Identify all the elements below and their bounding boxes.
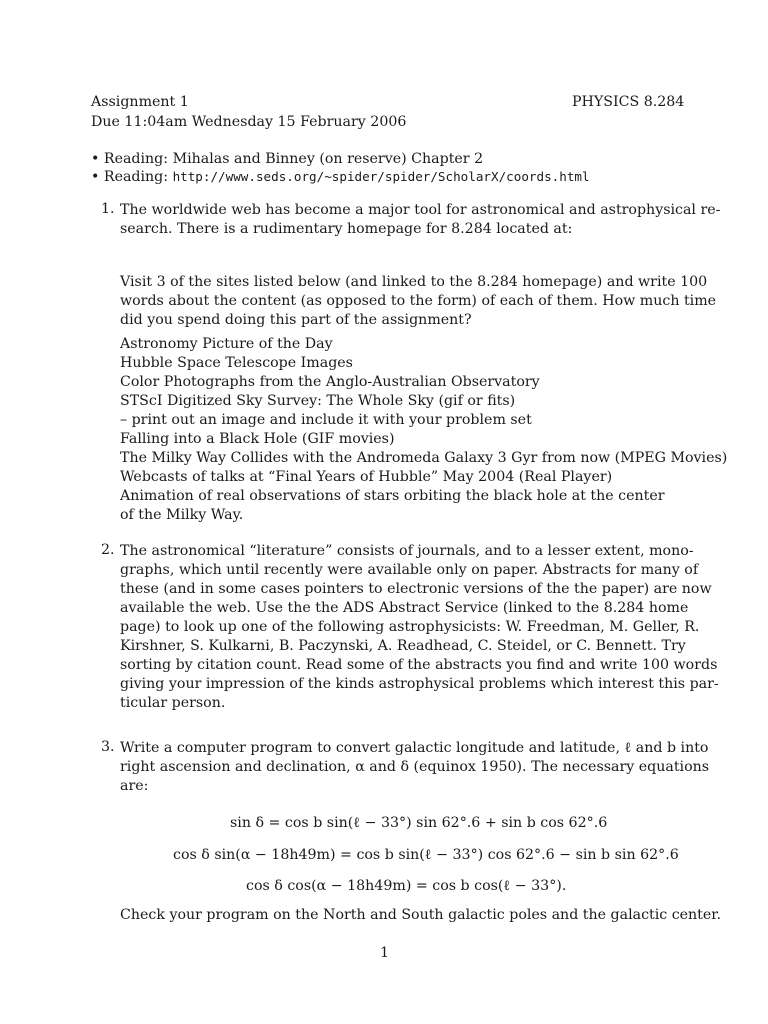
problem-number: 2.: [101, 542, 115, 558]
text-line: Write a computer program to convert galactic longitude and latitude, ℓ and b into: [120, 740, 709, 756]
text-line: sorting by citation count. Read some of the abstracts you find and write 100 words: [120, 657, 718, 673]
list-item: STScI Digitized Sky Survey: The Whole Sky (gif or fits): [120, 393, 516, 409]
bullet: •: [91, 151, 100, 167]
course-code: PHYSICS 8.284: [572, 94, 685, 110]
reading-url: http://www.seds.org/~spider/spider/ScholarX/coords.html: [172, 169, 590, 184]
site-list: [120, 335, 727, 525]
text-line: giving your impression of the kinds astrophysical problems which interest this par-: [120, 676, 719, 692]
text-line: right ascension and declination, α and δ (equinox 1950). The necessary equations: [120, 759, 710, 775]
equation-2: cos δ sin(α − 18h49m) = cos b sin(ℓ − 33°) cos 62°.6 − sin b sin 62°.6: [173, 847, 679, 863]
reading-item: [91, 151, 483, 167]
reading-item: [91, 169, 590, 185]
text-line: these (and in some cases pointers to electronic versions of the the paper) are now: [120, 581, 712, 597]
problem2-text: [120, 542, 719, 713]
problem3-check: Check your program on the North and South galactic poles and the galactic center.: [120, 907, 722, 923]
due-date: Due 11:04am Wednesday 15 February 2006: [91, 114, 407, 130]
text-line: page) to look up one of the following astrophysicists: W. Freedman, M. Geller, R.: [120, 619, 700, 635]
text-line: available the web. Use the the ADS Abstract Service (linked to the 8.284 home: [120, 600, 689, 616]
equation-1: sin δ = cos b sin(ℓ − 33°) sin 62°.6 + sin b cos 62°.6: [230, 815, 608, 831]
list-item: – print out an image and include it with your problem set: [120, 412, 532, 428]
list-item: Hubble Space Telescope Images: [120, 355, 353, 371]
equation-3: cos δ cos(α − 18h49m) = cos b cos(ℓ − 33°).: [246, 878, 567, 894]
list-item: Falling into a Black Hole (GIF movies): [120, 431, 395, 447]
text-line: The worldwide web has become a major tool for astronomical and astrophysical re-: [120, 202, 721, 218]
problem-number: 3.: [101, 739, 115, 755]
problem1-visit: [120, 273, 717, 330]
text-line: search. There is a rudimentary homepage for 8.284 located at:: [120, 221, 573, 237]
reading-label: Reading:: [103, 151, 169, 167]
list-item: of the Milky Way.: [120, 507, 244, 523]
text-line: words about the content (as opposed to the form) of each of them. How much time: [120, 293, 717, 309]
list-item: Astronomy Picture of the Day: [120, 336, 333, 352]
list-item: Color Photographs from the Anglo-Australian Observatory: [120, 374, 540, 390]
text-line: graphs, which until recently were available only on paper. Abstracts for many of: [120, 562, 699, 578]
reading-label: Reading:: [103, 169, 169, 185]
list-item: Webcasts of talks at “Final Years of Hubble” May 2004 (Real Player): [120, 469, 613, 485]
problem3-text: [120, 739, 710, 796]
problem1-intro: [120, 201, 721, 239]
text-line: ticular person.: [120, 695, 226, 711]
text-line: did you spend doing this part of the assignment?: [120, 312, 472, 328]
list-item: The Milky Way Collides with the Andromeda Galaxy 3 Gyr from now (MPEG Movies): [120, 450, 728, 466]
text-line: are:: [120, 778, 149, 794]
reading-text: Mihalas and Binney (on reserve) Chapter 2: [172, 151, 484, 167]
page-number: 1: [380, 945, 390, 961]
text-line: The astronomical “literature” consists of journals, and to a lesser extent, mono-: [120, 543, 694, 559]
problem-number: 1.: [101, 201, 115, 217]
bullet: •: [91, 169, 100, 185]
list-item: Animation of real observations of stars orbiting the black hole at the center: [120, 488, 665, 504]
text-line: Visit 3 of the sites listed below (and linked to the 8.284 homepage) and write 100: [120, 274, 708, 290]
text-line: Kirshner, S. Kulkarni, B. Paczynski, A. Readhead, C. Steidel, or C. Bennett. Try: [120, 638, 686, 654]
assignment-title: Assignment 1: [91, 94, 189, 110]
